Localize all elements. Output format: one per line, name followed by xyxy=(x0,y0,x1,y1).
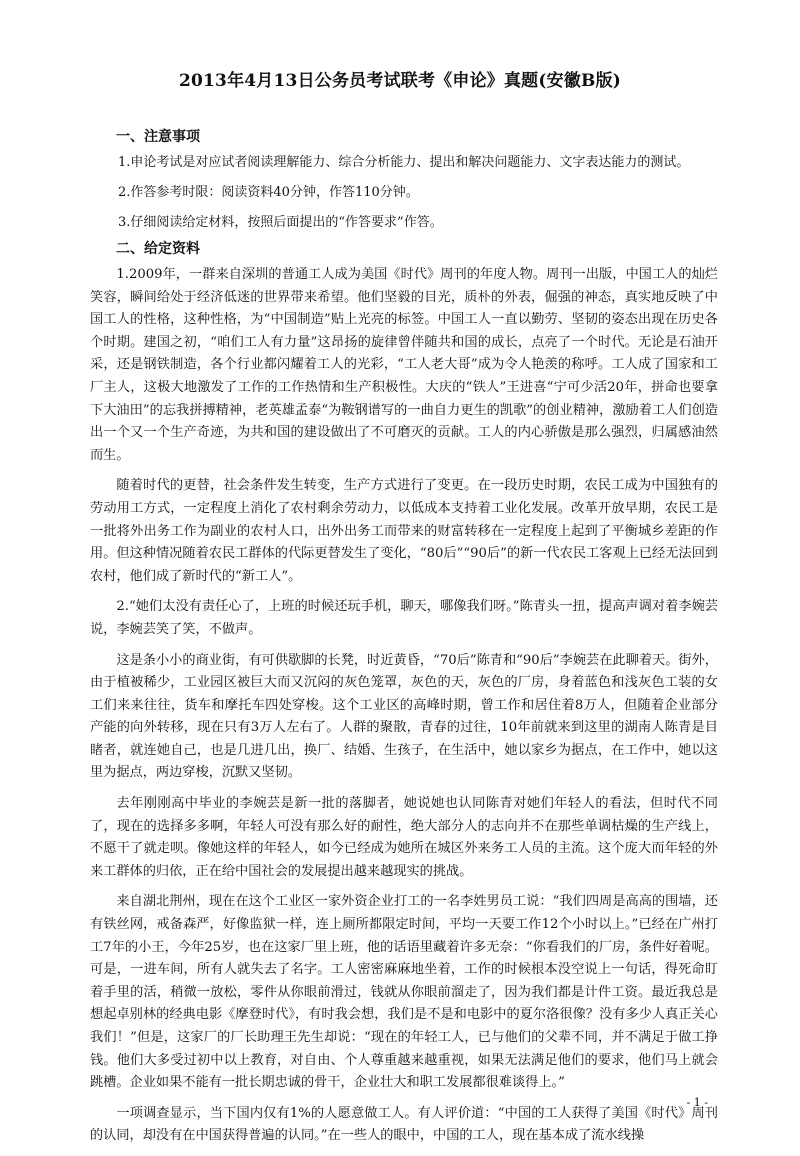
material-paragraph: 1.2009年，一群来自深圳的普通工人成为美国《时代》周刊的年度人物。周刊一出版，中国工人的灿烂笑容，瞬间给处于经济低迷的世界带来希望。他们坚毅的目光，质朴的外表，倔强的神态，真实地反映了中国工人的性格，这种性格，为“中国制造”贴上光亮的标签。中国工人一直以勤劳、坚韧的姿态出现在历史各个时期。建国之初，“咱们工人有力量”这昂扬的旋律曾伴随共和国的成长，点亮了一个时代。无论是石油开采，还是钢铁制造，各个行业都闪耀着工人的光彩，“工人老大哥”成为令人艳羡的称呼。工人成了国家和工厂主人，这极大地激发了工作的工作热情和生产积极性。大庆的“铁人”王进喜“宁可少活20年，拼命也要拿下大油田”的忘我拼搏精神，老英雄孟泰“为鞍钢谱写的一曲自力更生的凯歌”的创业精神，激励着工人们创造出一个又一个生产奇迹，为共和国的建设做出了不可磨灭的贡献。工人的内心骄傲是那么强烈，归属感油然而生。 xyxy=(90,267,718,463)
material-paragraph: 随着时代的更替，社会条件发生转变，生产方式进行了变更。在一段历史时期，农民工成为中国独有的劳动用工方式，一定程度上消化了农村剩余劳动力，以低成本支持着工业化发展。改革开放早期，农民工是一批将外出务工作为副业的农村人口，出外出务工而带来的财富转移在一定程度上起到了平衡城乡差距的作用。但这种情况随着农民工群体的代际更替发生了变化，“80后”“90后”的新一代农民工客观上已经无法回到农村，他们成了新时代的“新工人”。 xyxy=(90,478,718,584)
document-body xyxy=(90,128,718,1156)
document-title: 2013年4月13日公务员考试联考《申论》真题(安徽B版) xyxy=(178,71,622,91)
material-paragraph: 2.“她们太没有责任心了，上班的时候还玩手机，聊天，哪像我们呀。”陈青头一扭，提高声调对着李婉芸说，李婉芸笑了笑，不做声。 xyxy=(90,599,718,637)
note-item: 3.仔细阅读给定材料，按照后面提出的“作答要求”作答。 xyxy=(118,215,443,230)
material-paragraph: 这是条小小的商业街，有可供歇脚的长凳，时近黄昏，“70后”陈青和“90后”李婉芸在此聊着天。街外，由于植被稀少，工业园区被巨大而又沉闷的灰色笼罩，灰色的天，灰色的厂房，身着蓝色和浅灰色工装的女工们来来往往，货车和摩托车四处穿梭。这个工业区的高峰时期，曾工作和居住着8万人，但随着企业部分产能的向外转移，现在只有3万人左右了。人群的聚散，青春的过往，10年前就来到这里的湖南人陈青是目睹者，就连她自己，也是几进几出，换厂、结婚、生孩子，在生活中，她以家乡为据点，在工作中，她以这里为据点，两边穿梭，沉默又坚韧。 xyxy=(90,652,718,781)
section-heading-notes: 一、注意事项 xyxy=(116,129,200,145)
material-paragraph: 来自湖北荆州，现在在这个工业区一家外资企业打工的一名李姓男员工说：“我们四周是高高的围墙，还有铁丝网，戒备森严，好像监狱一样，连上厕所都限定时间，平均一天要工作12个小时以上。”已经在广州打工7年的小王，今年25岁，也在这家厂里上班，他的话语里藏着许多无奈：“你看我们的厂房，条件好着呢。可是，一进车间，所有人就失去了名字。工人密密麻麻地坐着，工作的时候根本没空说上一句话，得死命盯着手里的活，稍微一放松，零件从你眼前滑过，钱就从你眼前溜走了，因为我们都是计件工资。最近我总是想起卓别林的经典电影《摩登时代》，有时我会想，我们是不是和电影中的夏尔洛很像？没有多少人真正关心我们！”但是，这家厂的厂长助理王先生却说：“现在的年轻工人，已与他们的父辈不同，并不满足于做工挣钱。他们大多受过初中以上教育，对自由、个人尊重越来越重视，如果无法满足他们的要求，他们马上就会跳槽。企业如果不能有一批长期忠诚的骨干，企业壮大和职工发展都很难谈得上。” xyxy=(90,894,718,1091)
section-heading-materials: 二、给定资料 xyxy=(116,241,200,257)
page-number: - 1 - xyxy=(686,1096,708,1109)
note-item: 2.作答参考时限：阅读资料40分钟，作答110分钟。 xyxy=(118,185,419,200)
material-paragraph: 一项调查显示，当下国内仅有1%的人愿意做工人。有人评价道：“中国的工人获得了美国《时代》周刊的认同，却没有在中国获得普遍的认同。”在一些人的眼中，中国的工人，现在基本成了流水线操 xyxy=(90,1105,718,1144)
material-paragraph: 去年刚刚高中毕业的李婉芸是新一批的落脚者，她说她也认同陈青对她们年轻人的看法，但时代不同了，现在的选择多多啊，年轻人可没有那么好的耐性，绝大部分人的志向并不在那些单调枯燥的生产线上，不愿干了就走呗。像她这样的年轻人，如今已经成为她所在城区外来务工人员的主流。这个庞大而年轻的外来工群体的归依，正在给中国社会的发展提出越来越现实的挑战。 xyxy=(90,796,718,879)
note-item: 1.申论考试是对应试者阅读理解能力、综合分析能力、提出和解决问题能力、文字表达能力的测试。 xyxy=(118,155,690,170)
